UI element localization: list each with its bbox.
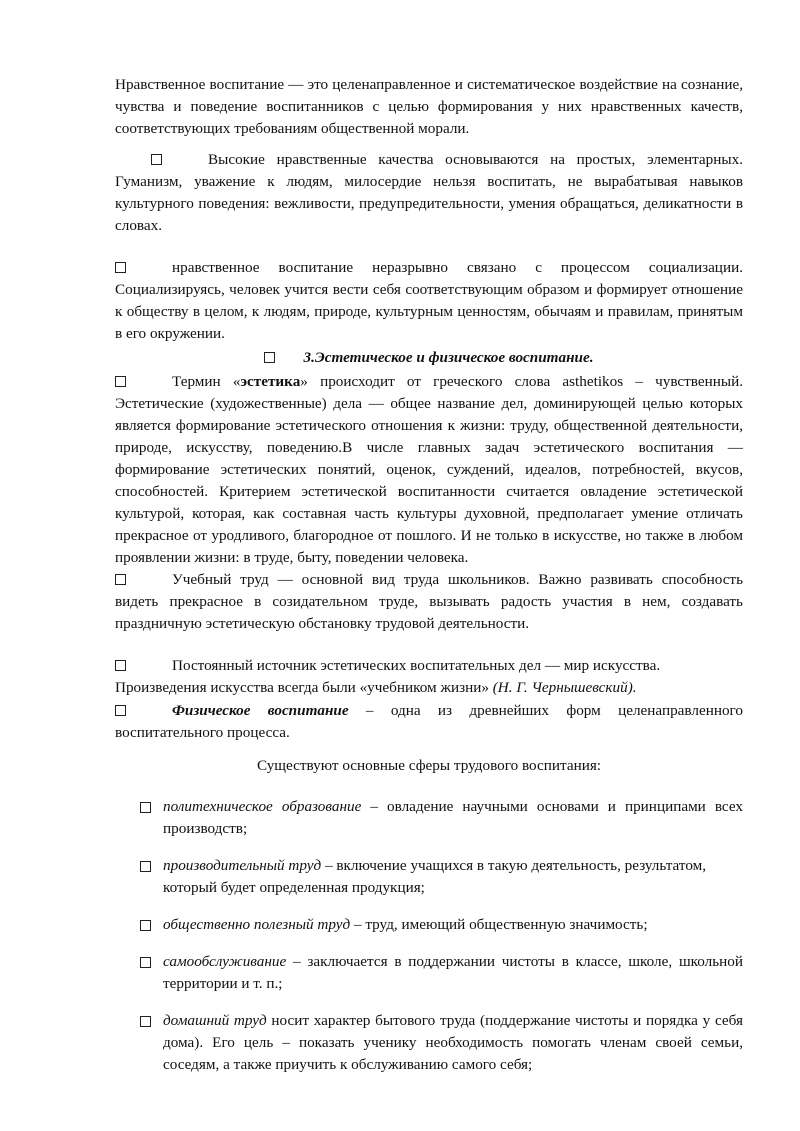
- list-text: носит характер бытового труда (поддержание чистоты и порядка у себя дома). Его цель – показать ученику необходимость помогать членам своей семьи, соседям, а также приучить к обслуживанию самого себя;: [163, 1012, 743, 1073]
- list-term: политехническое образование: [163, 798, 362, 815]
- paragraph-text: Термин «: [172, 373, 241, 390]
- paragraph-text: » происходит от греческого слова asthetikos – чувственный. Эстетические (художественные) дела — общее название дел, доминирующей целью которых является формирование эстетического отношения к жизни: труду, общественной деятельности, природе, искусству, поведению.В числе главных задач эстетического воспитания — формирование эстетических понятий, оценок, суждений, идеалов, потребностей, вкусов, способностей. Критерием эстетической воспитанности считается овладение эстетической культурой, которая, как составная часть культуры духовной, предполагает умение отличать прекрасное от уродливого, благородное от пошлого. И не только в искусстве, но также в любом проявлении жизни: в труде, быту, поведении человека.: [115, 373, 744, 566]
- checkbox-icon: [115, 262, 126, 273]
- list-item: [115, 1010, 743, 1076]
- list-item: [115, 914, 743, 936]
- spheres-title: Существуют основные сферы трудового воспитания:: [256, 757, 602, 774]
- list-item: [115, 796, 743, 840]
- paragraph-text: нравственное воспитание неразрывно связано с процессом социализации. Социализируясь, человек учится вести себя соответствующим образом и формирует отношение к обществу в целом, к людям, природе, культурным ценностям, обычаям и правилам, принятым в его окружении.: [115, 259, 743, 342]
- paragraph-text: – одна из древнейших форм целенаправленного воспитательного процесса.: [115, 702, 743, 741]
- list-text: – включение учащихся в такую деятельность, результатом, который будет определенная продукция;: [163, 857, 707, 896]
- citation: (Н. Г. Чернышевский).: [492, 679, 637, 696]
- intro-paragraph: Нравственное воспитание — это целенаправленное и систематическое воздействие на сознание, чувства и поведение воспитанников с целью формирования у них нравственных качеств, соответствующих требованиям общественной морали.: [115, 76, 743, 137]
- checkbox-icon: [115, 574, 126, 585]
- bold-term: эстетика: [240, 373, 301, 390]
- checkbox-icon: [115, 376, 126, 387]
- list-item: [115, 855, 743, 899]
- checkbox-icon: [151, 154, 162, 165]
- paragraph-art-source: [115, 655, 743, 699]
- paragraph-text: Высокие нравственные качества основываются на простых, элементарных. Гуманизм, уважение к людям, милосердие нельзя воспитать, не вырабатывая навыков культурного поведения: вежливости, предупредительности, умения обращаться, деликатности в словах.: [115, 151, 743, 234]
- checkbox-icon: [140, 1016, 151, 1027]
- document-page: [115, 74, 743, 1091]
- checkbox-icon: [115, 705, 126, 716]
- bold-italic-term: Физическое воспитание: [172, 702, 349, 719]
- checkbox-icon: [140, 957, 151, 968]
- list-term: домашний труд: [163, 1012, 267, 1029]
- heading-text: 3.Эстетическое и физическое воспитание.: [303, 349, 594, 366]
- list-item: [115, 951, 743, 995]
- list-term: самообслуживание: [163, 953, 287, 970]
- list-term: общественно полезный труд: [163, 916, 351, 933]
- section-heading: [115, 347, 743, 369]
- checkbox-icon: [140, 802, 151, 813]
- paragraph-socialization: [115, 257, 743, 345]
- checkbox-icon: [115, 660, 126, 671]
- paragraph-text: Учебный труд — основной вид труда школьников. Важно развивать способность видеть прекрасное в созидательном труде, вызывать радость участия в нем, создавать праздничную эстетическую обстановку трудовой деятельности.: [115, 571, 743, 632]
- paragraph-text: Произведения искусства всегда были «учебником жизни»: [115, 679, 493, 696]
- checkbox-icon: [140, 920, 151, 931]
- list-text: – заключается в поддержании чистоты в классе, школе, школьной территории и т. п.;: [163, 953, 743, 992]
- list-term: производительный труд: [163, 857, 322, 874]
- paragraph-physical: [115, 700, 743, 744]
- paragraph-text: Постоянный источник эстетических воспитательных дел — мир искусства.: [172, 657, 661, 674]
- list-text: – овладение научными основами и принципами всех производств;: [163, 798, 743, 837]
- spheres-list: [115, 796, 743, 1076]
- checkbox-icon: [140, 861, 151, 872]
- paragraph-aesthetics: [115, 371, 743, 569]
- checkbox-icon: [264, 352, 275, 363]
- paragraph-moral-qualities: [115, 149, 743, 237]
- paragraph-study-labor: [115, 569, 743, 635]
- list-text: – труд, имеющий общественную значимость;: [350, 916, 648, 933]
